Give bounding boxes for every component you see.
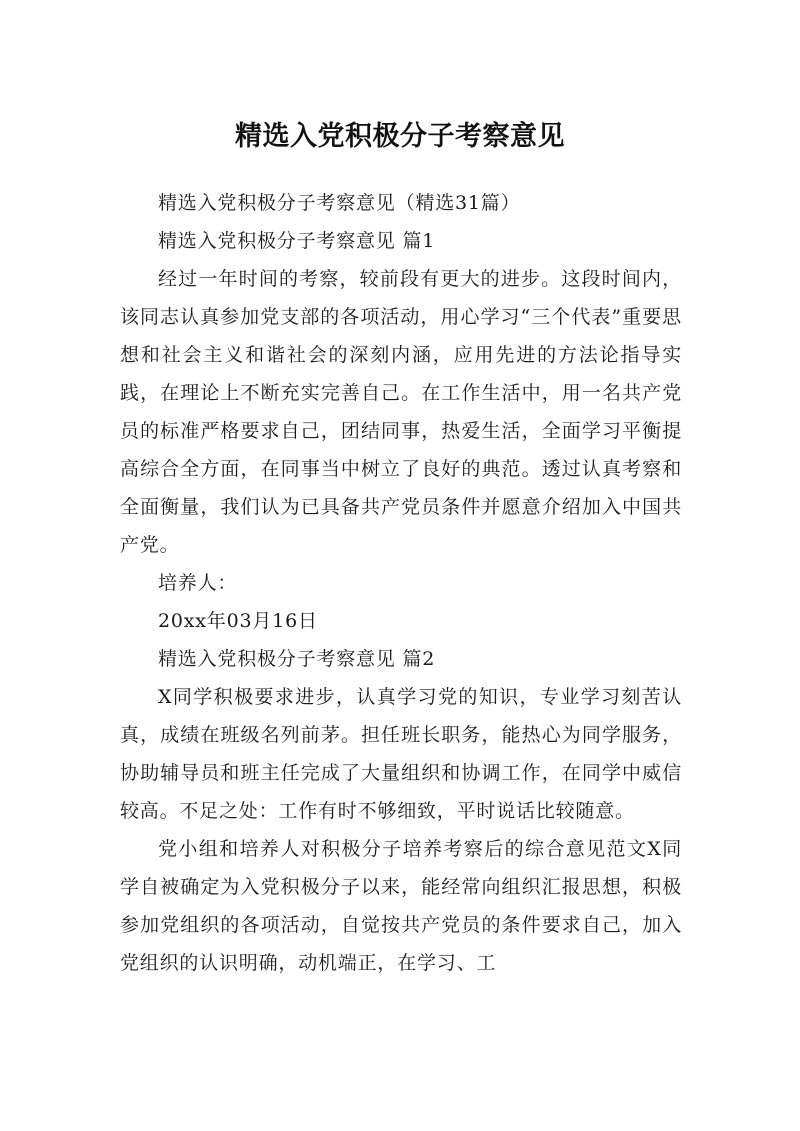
document-title: 精选入党积极分子考察意见 <box>235 121 565 153</box>
section-heading-2: 精选入党积极分子考察意见 篇2 <box>158 648 436 670</box>
section-1-paragraph: 经过一年时间的考察，较前段有更大的进步。这段时间内，该同志认真参加党支部的各项活动，用心学习“三个代表”重要思想和社会主义和谐社会的深刻内涵，应用先进的方法论指导实践，在理论上不断充实完善自己。在工作生活中，用一名共产党员的标准严格要求自己，团结同事，热爱生活，全面学习平衡提高综合全方面，在同事当中树立了良好的典范。透过认真考察和全面衡量，我们认为已具备共产党员条件并愿意介绍加入中国共产党。 <box>120 268 682 556</box>
document-body <box>120 184 682 982</box>
section-2-paragraph-1: X同学积极要求进步，认真学习党的知识，专业学习刻苦认真，成绩在班级名列前茅。担任班长职务，能热心为同学服务，协助辅导员和班主任完成了大量组织和协调工作，在同学中威信较高。不足之处：工作有时不够细致，平时说话比较随意。 <box>120 686 682 822</box>
trainer-label: 培养人： <box>158 572 238 594</box>
section-2-paragraph-2: 党小组和培养人对积极分子培养考察后的综合意见范文X同学自被确定为入党积极分子以来，能经常向组织汇报思想，积极参加党组织的各项活动，自觉按共产党员的条件要求自己，加入党组织的认识明确，动机端正，在学习、工 <box>120 838 682 974</box>
document-subtitle: 精选入党积极分子考察意见（精选31篇） <box>158 192 521 214</box>
signature-date: 20xx年03月16日 <box>158 610 318 632</box>
section-heading-1: 精选入党积极分子考察意见 篇1 <box>158 230 436 252</box>
